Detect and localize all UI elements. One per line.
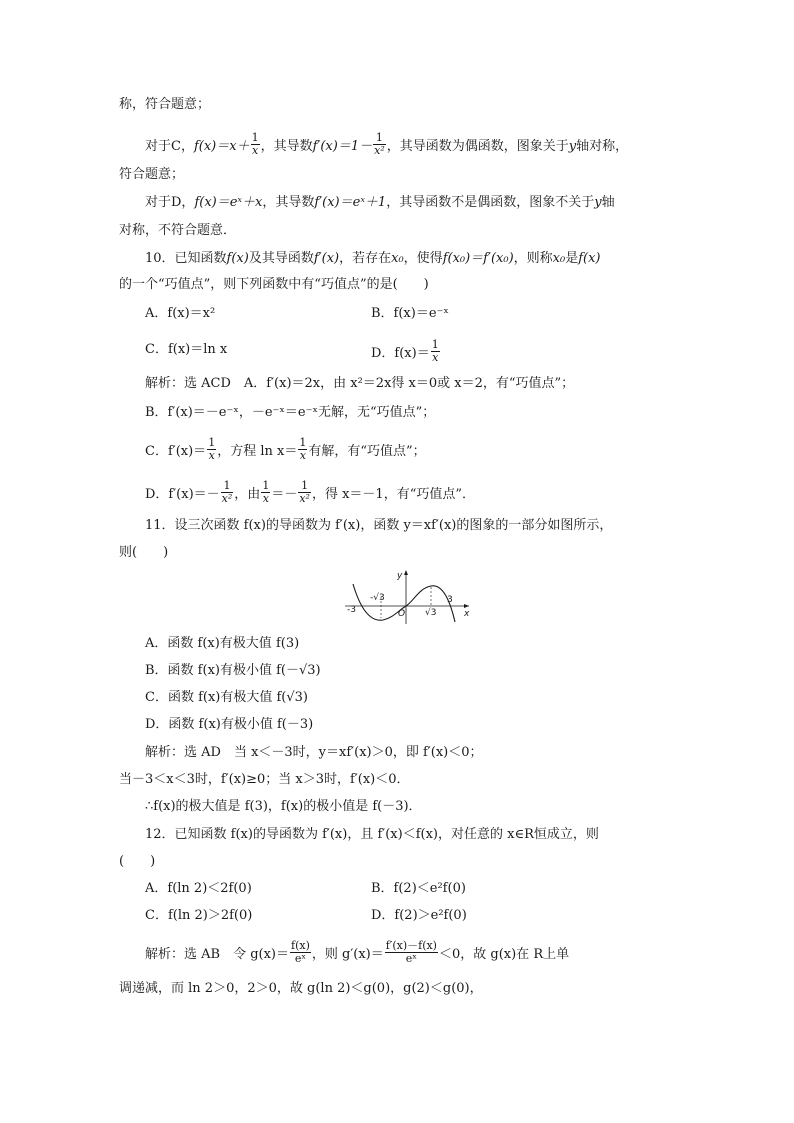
option-b: B．函数 f(x)有极小值 f(－√3) (145, 663, 321, 678)
fraction: $\frac{f(x)}{\text{eˣ}}$ (291, 939, 310, 965)
text-line: B．f′(x)＝－e⁻ˣ，－e⁻ˣ＝e⁻ˣ无解，无“巧值点”； (145, 405, 436, 420)
label-neg3: -3 (347, 605, 356, 615)
text-line: 的一个“巧值点”，则下列函数中有“巧值点”的是( ) (119, 277, 429, 292)
fraction: $\frac{1}{\text{x²}}$ (221, 479, 233, 505)
question-11: 11．设三次函数 f(x)的导函数为 f′(x)，函数 y＝xf′(x)的图象的一部分如图所示， (145, 518, 613, 533)
option-a: A．f(x)＝x² (145, 306, 216, 321)
text-line: 符合题意； (119, 167, 185, 182)
option-d: D．f(2)＞e²f(0) (371, 908, 467, 923)
option-c: C．函数 f(x)有极大值 f(√3) (145, 690, 309, 705)
text-line: 当－3＜x＜3时，f′(x)≥0；当 x＞3时，f′(x)＜0． (119, 772, 410, 787)
y-axis-arrow (404, 570, 408, 575)
option-a: A．f(ln 2)＜2f(0) (145, 881, 252, 896)
option-a: A．函数 f(x)有极大值 f(3) (145, 636, 300, 651)
text-line: 调递减，而 ln 2＞0，2＞0，故 g(ln 2)＜g(0)，g(2)＜g(0)， (119, 981, 483, 996)
solution-11: 解析：选 AD 当 x＜－3时，y＝xf′(x)＞0，即 f′(x)＜0； (145, 745, 483, 760)
label-y: y (397, 571, 403, 581)
text-line: 对于C，f(x)＝x＋ $\frac{1}{x}$ ，其导数f′(x)＝1－ $\frac{1}{\text{x²}}$ ，其导函数为偶函数，图象关于y轴对称， (145, 131, 629, 157)
option-b: B．f(x)＝e⁻ˣ (371, 306, 449, 321)
fraction: $\frac{1}{x}$ (262, 479, 270, 505)
text-line: ( ) (119, 854, 156, 869)
x-axis-arrow (464, 604, 469, 608)
fraction: $\frac{1}{x}$ (251, 131, 259, 157)
solution-12: 解析：选 AB 令 g(x)＝ $\frac{f(x)}{\text{eˣ}}$ ，则 g′(x)＝ $\frac{f'(x)-f(x)}{\text{eˣ}}$ ＜0，故 g(x)在 R上单 (145, 939, 570, 965)
text-line: C．f′(x)＝ $\frac{1}{x}$ ，方程 ln x＝ $\frac{1}{x}$ 有解，有“巧值点”； (145, 436, 426, 462)
option-c: C．f(ln 2)＞2f(0) (145, 908, 253, 923)
function-graph (343, 566, 473, 626)
fraction: $\frac{1}{\text{x²}}$ (374, 131, 385, 157)
fraction: $\frac{1}{x}$ (208, 436, 216, 462)
fraction: $\frac{1}{x}$ (299, 436, 307, 462)
option-d: D．f(x)＝ $\frac{1}{x}$ (371, 338, 439, 364)
label-origin: O (398, 609, 406, 619)
fraction: $\frac{1}{\text{x²}}$ (299, 479, 310, 505)
fraction: $\frac{1}{x}$ (431, 338, 439, 364)
label-x: x (464, 609, 470, 619)
text-line: ∴f(x)的极大值是 f(3)，f(x)的极小值是 f(－3)． (145, 799, 422, 814)
text-line: 则( ) (119, 545, 169, 560)
text-line: 对于D，f(x)＝eˣ＋x，其导数f′(x)＝eˣ＋1，其导函数不是偶函数，图象不关于y轴 (145, 195, 615, 210)
question-10: 10．已知函数f(x)及其导函数f′(x)，若存在x₀，使得f(x₀)＝f′(x₀)，则称x₀是f(x) (145, 251, 601, 266)
text-line: D．f′(x)＝－ $\frac{1}{\text{x²}}$ ，由 $\frac{1}{x}$ ＝－ $\frac{1}{\text{x²}}$ ，得 x＝－1，有“巧值点”． (145, 479, 475, 505)
text-line: 称，符合题意； (119, 97, 211, 112)
solution-10: 解析：选 ACD A．f′(x)＝2x，由 x²＝2x得 x＝0或 x＝2，有“巧值点”； (145, 376, 575, 391)
fraction: $\frac{f'(x)-f(x)}{\text{eˣ}}$ (385, 939, 437, 965)
label-sqrt3: √3 (425, 608, 437, 618)
option-d: D．函数 f(x)有极小值 f(－3) (145, 717, 314, 732)
option-b: B．f(2)＜e²f(0) (371, 881, 466, 896)
label-3: 3 (447, 595, 453, 605)
label-neg-sqrt3: -√3 (370, 593, 385, 603)
question-12: 12．已知函数 f(x)的导函数为 f′(x)，且 f′(x)＜f(x)，对任意的 x∈R恒成立，则 (145, 827, 599, 842)
option-c: C．f(x)＝ln x (145, 342, 228, 357)
text-line: 对称，不符合题意． (119, 223, 237, 238)
